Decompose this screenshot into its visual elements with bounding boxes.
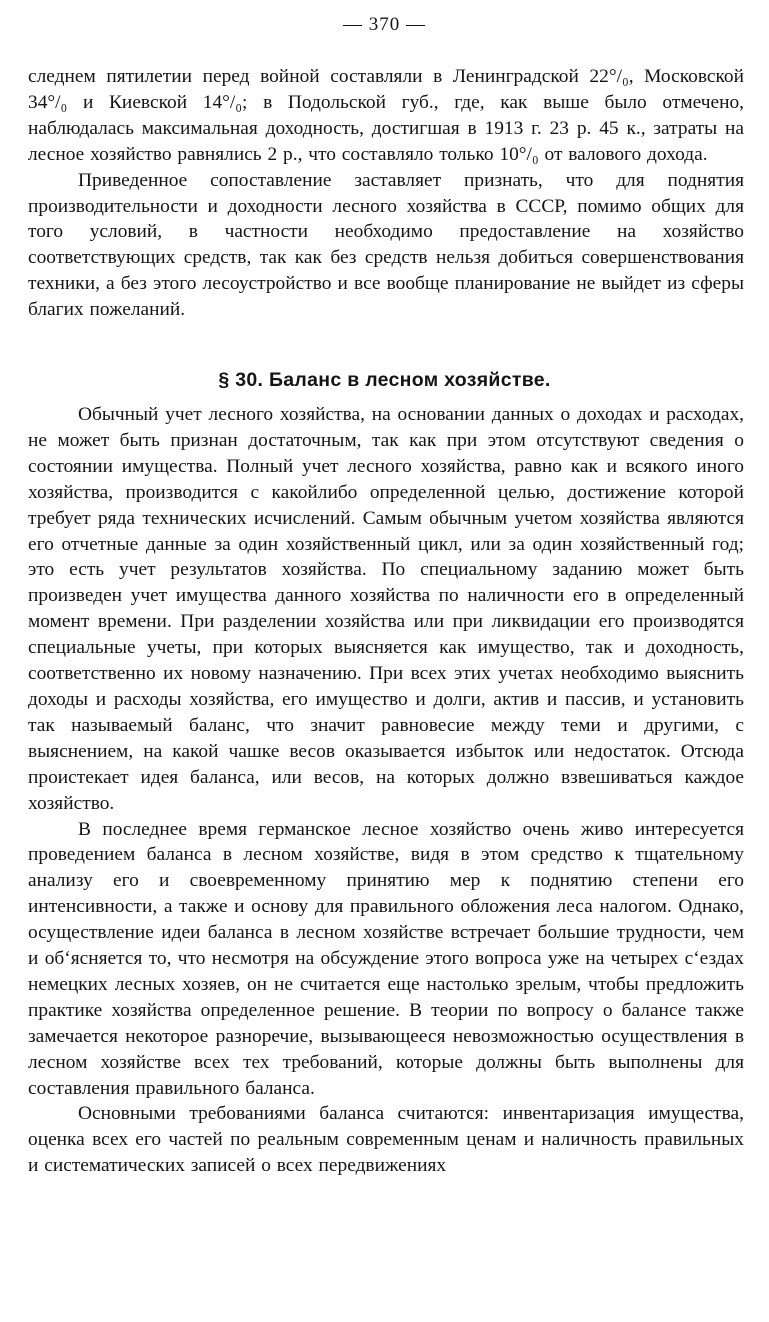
section-heading: § 30. Баланс в лесном хозяйстве. bbox=[218, 369, 551, 391]
page-number: — 370 — bbox=[343, 14, 426, 35]
paragraph: Обычный учет лесного хозяйства, на основании данных о доходах и расходах, не может быть признан достаточным, так как при этом отсутствуют сведения о состоянии имущества. Полный учет лесного хозяйства, равно как и всякого иного хозяйства, производится с какойлибо определенной целью, достижение которой требует ряда технических исчислений. Самым обычным учетом хозяйства являются его отчетные данные за один хозяйственный цикл, или за один хозяйственный год; это есть учет результатов хозяйства. По специальному заданию может быть произведен учет имущества данного хозяйства по наличности его в определенный момент времени. При разделении хозяйства или при ликвидации его производятся специальные учеты, при которых выясняется как имущество, так и доходность, соответственно их новому назначению. При всех этих учетах необходимо выяснить доходы и расходы хозяйства, его имущество и долги, актив и пассив, и установить так называемый баланс, что значит равновесие между теми и другими, с выяснением, на какой чашке весов оказывается избыток или недостаток. Отсюда проистекает идея баланса, или весов, на которых должно взвешиваться каждое хозяйство. bbox=[28, 404, 744, 814]
paragraph: В последнее время германское лесное хозяйство очень живо интересуется проведением баланса в лесном хозяйстве, видя в этом средство к тщательному анализу его и своевременному принятию мер к поднятию степени его интенсивности, а также и основу для правильного обложения леса налогом. Однако, осуществление идеи баланса в лесном хозяйстве встречает большие трудности, чем и об‘ясняется то, что несмотря на обсуждение этого вопроса уже на четырех с‘ездах немецких лесных хозяев, он не считается еще настолько зрелым, чтобы предложить практике хозяйства определенное решение. В теории по вопросу о балансе также замечается некоторое разноречие, вызывающееся невозможностью осуществления в лесном хозяйстве всех тех требований, которые должны быть выполнены для составления правильного баланса. bbox=[28, 818, 744, 1099]
text-block-top bbox=[28, 64, 744, 323]
paragraph: следнем пятилетии перед войной составляли в Ленинградской 22°/₀, Московской 34°/₀ и Киевской 14°/₀; в Подольской губ., где, как выше было отмечено, наблюдалась максимальная доходность, достигшая в 1913 г. 23 р. 45 к., затраты на лесное хозяйство равнялись 2 р., что составляло только 10°/₀ от валового дохода. bbox=[28, 66, 744, 165]
text-block-bottom bbox=[28, 402, 744, 1179]
paragraph: Приведенное сопоставление заставляет признать, что для поднятия производительности и доходности лесного хозяйства в СССР, помимо общих для того условий, в частности необходимо предоставление на хозяйство соответствующих средств, так как без средств нельзя добиться совершенствования техники, а без этого лесоустройство и все вообще планирование не выйдет из сферы благих пожеланий. bbox=[28, 169, 744, 321]
paragraph: Основными требованиями баланса считаются: инвентаризация имущества, оценка всех его частей по реальным современным ценам и наличность правильных и систематических записей о всех передвижениях bbox=[28, 1103, 744, 1177]
